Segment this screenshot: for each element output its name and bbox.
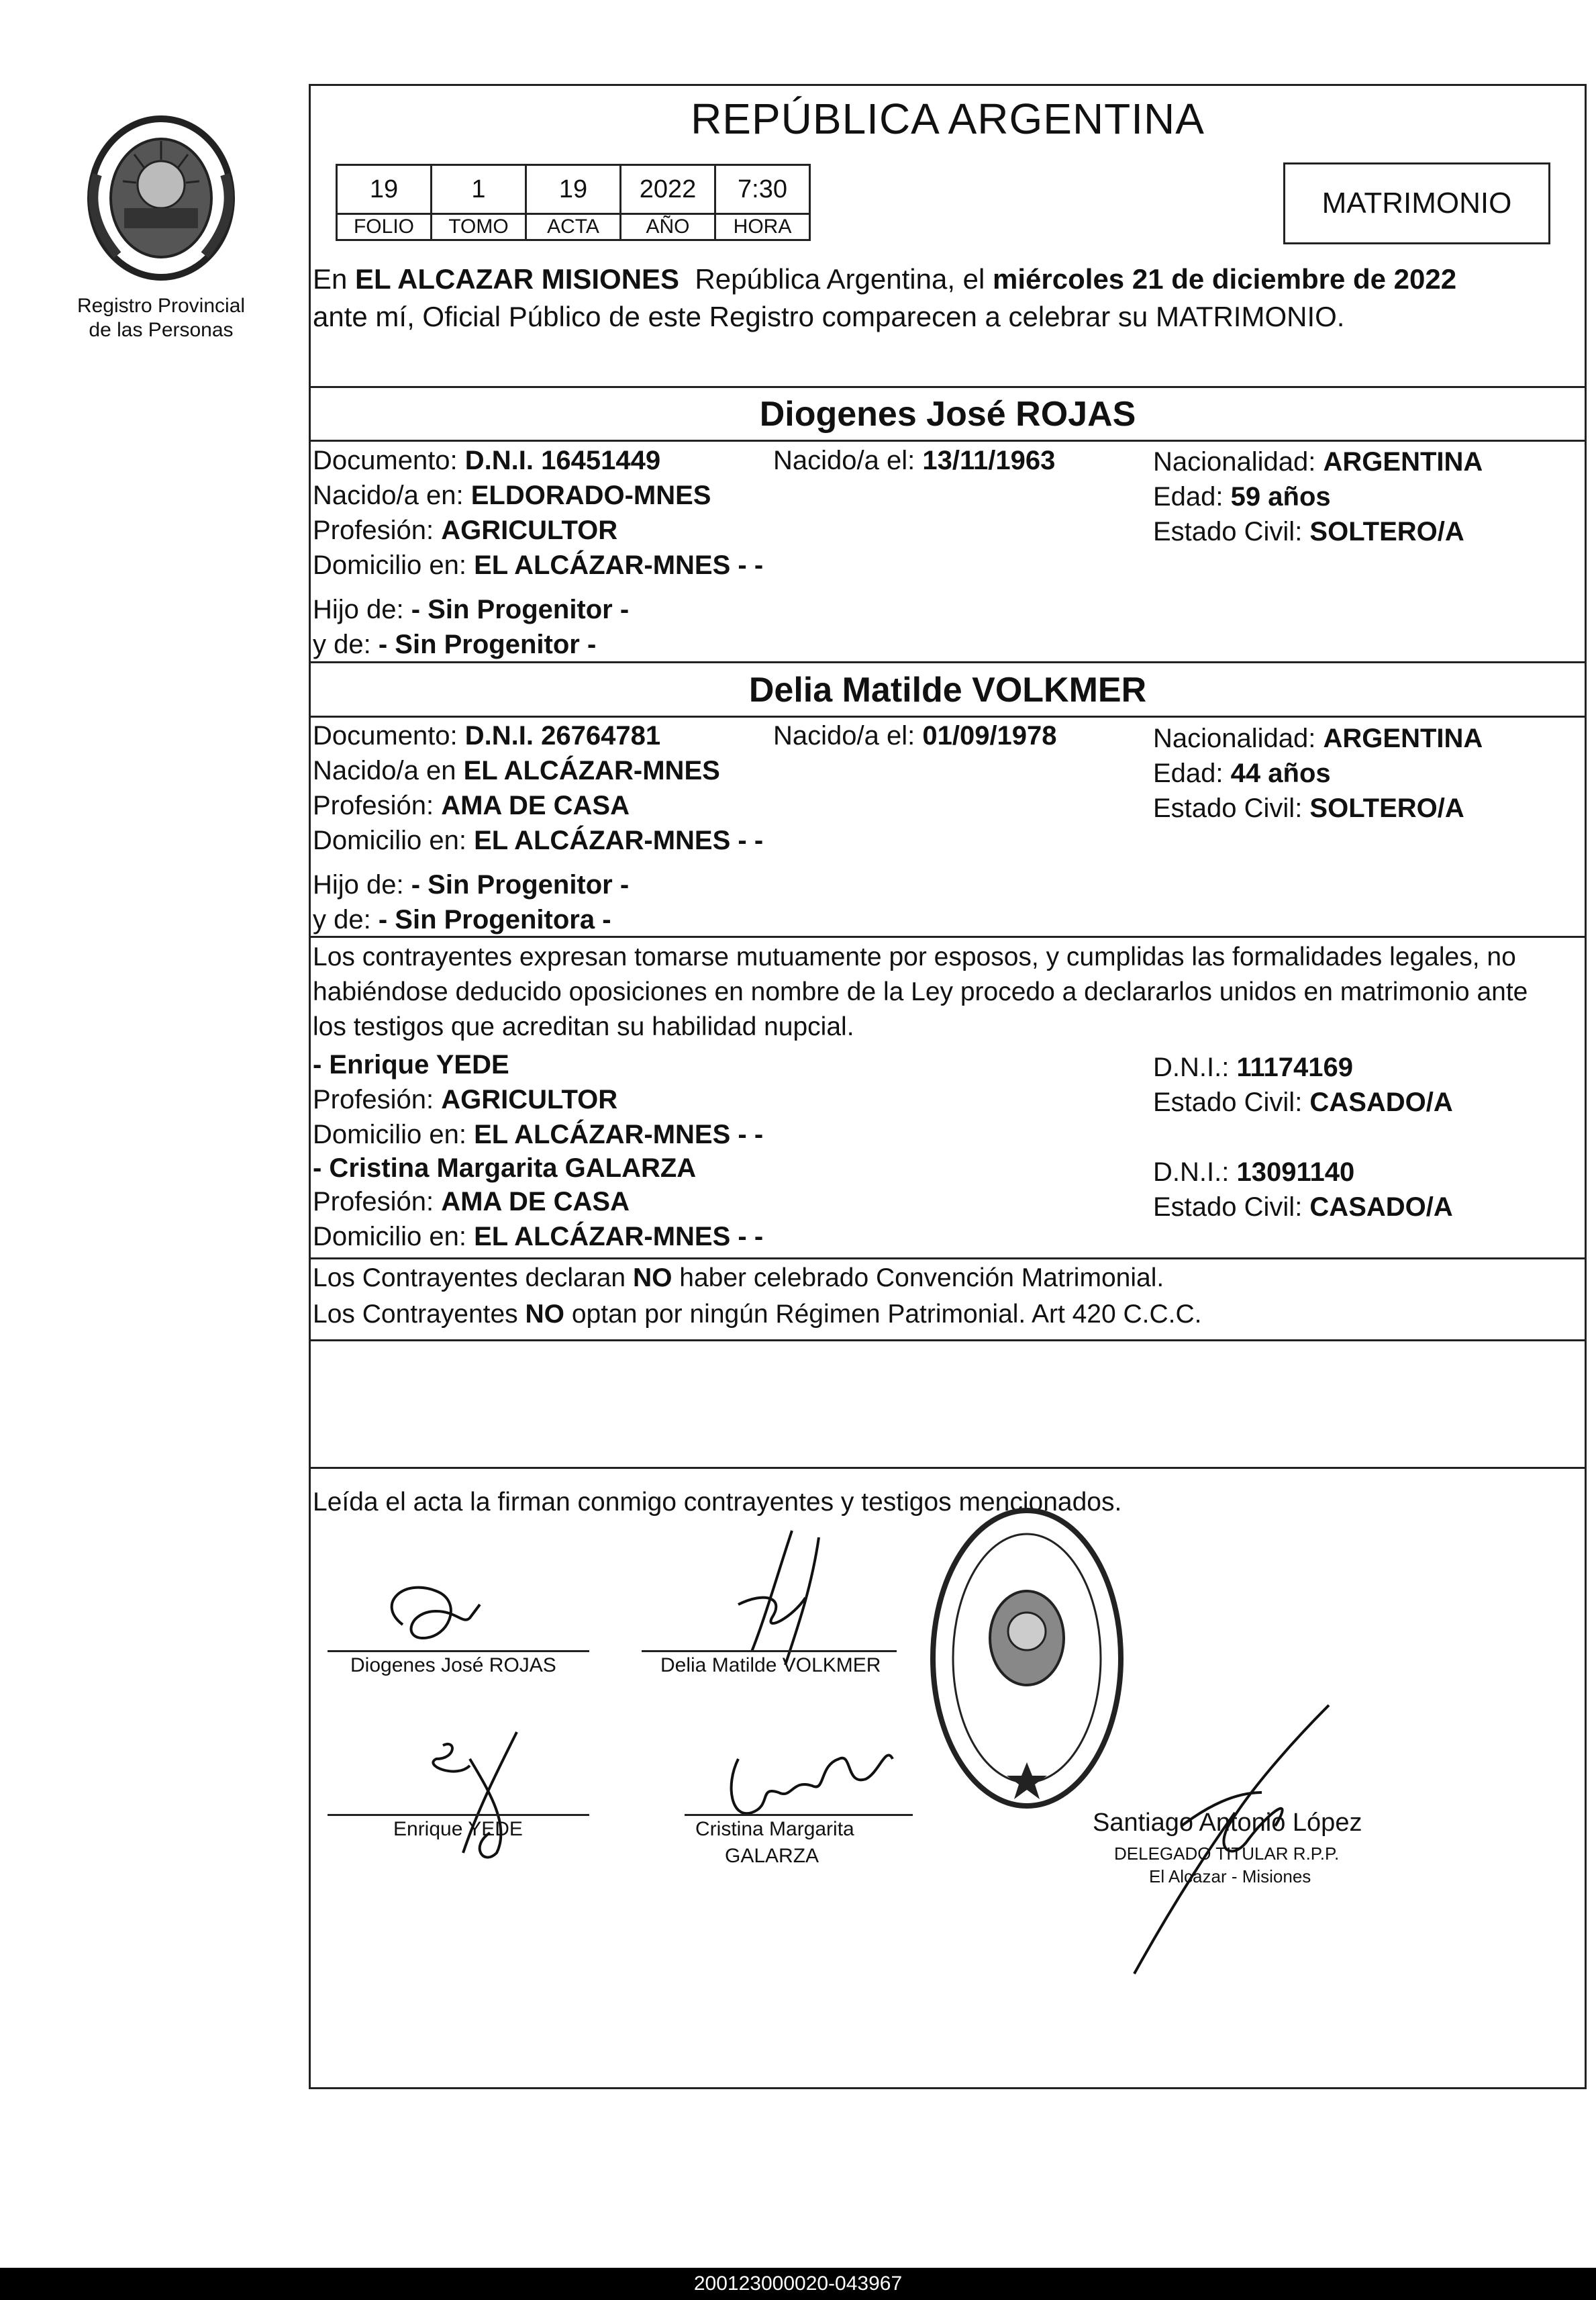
label: Edad: [1153, 759, 1231, 788]
text: haber celebrado Convención Matrimonial. [672, 1263, 1164, 1292]
party1-father [313, 595, 629, 625]
emphasis: NO [632, 1263, 672, 1292]
signature-volkmer [711, 1517, 846, 1672]
official-name: Santiago Antonio López [1093, 1809, 1362, 1837]
anio-value: 2022 [621, 165, 715, 214]
party1-domicile [313, 550, 763, 581]
label: Nacido/a el: [773, 721, 923, 751]
intro-text: En [313, 263, 356, 295]
party1-civil-status [1153, 517, 1464, 547]
party1-profession [313, 516, 617, 546]
label: Domicilio en: [313, 1120, 475, 1149]
party1-nationality [1153, 447, 1483, 477]
signature-line [328, 1814, 589, 1816]
record-index-table [336, 164, 811, 241]
province-coat-of-arms-logo [77, 114, 245, 282]
signature-official [1074, 1692, 1362, 1987]
signature-yede [416, 1719, 550, 1866]
value: 13/11/1963 [922, 446, 1056, 475]
divider [309, 1339, 1587, 1341]
emphasis: NO [525, 1300, 565, 1329]
intro-line1 [313, 263, 1456, 295]
party1-name: Diogenes José ROJAS [759, 395, 1136, 434]
party1-mother [313, 630, 596, 660]
label: Nacionalidad: [1153, 447, 1324, 477]
value: CASADO/A [1309, 1192, 1453, 1222]
party2-document [313, 721, 660, 751]
divider [309, 1257, 1587, 1259]
signature-caption-volkmer: Delia Matilde VOLKMER [660, 1654, 881, 1676]
divider [309, 936, 1587, 938]
party1-birthplace [313, 481, 711, 511]
registry-caption-line2: de las Personas [89, 319, 234, 341]
value: AMA DE CASA [441, 1187, 630, 1216]
record-type-box [1283, 162, 1550, 244]
party2-father [313, 870, 629, 900]
value: 59 años [1230, 482, 1331, 512]
party2-name: Delia Matilde VOLKMER [748, 671, 1147, 710]
convention-line2 [313, 1300, 1202, 1329]
value: AGRICULTOR [441, 516, 618, 545]
divider [309, 1467, 1587, 1469]
value: EL ALCÁZAR-MNES - - [474, 1120, 764, 1149]
declaration-line1: Los contrayentes expresan tomarse mutuamente por esposos, y cumplidas las formalidades legales, no [313, 943, 1516, 971]
folio-label: FOLIO [337, 214, 432, 240]
divider [309, 661, 1587, 663]
intro-line2: ante mí, Oficial Público de este Registro comparecen a celebrar su MATRIMONIO. [313, 301, 1345, 332]
value: ELDORADO-MNES [470, 481, 711, 510]
divider [309, 386, 1587, 388]
value: EL ALCÁZAR-MNES - - [474, 550, 764, 580]
label: Profesión: [313, 1085, 442, 1114]
folio-value: 19 [337, 165, 432, 214]
value: 11174169 [1236, 1053, 1354, 1082]
value: EL ALCÁZAR-MNES - - [474, 1222, 764, 1251]
divider [309, 440, 1587, 442]
value: CASADO/A [1309, 1088, 1453, 1117]
party2-birthdate [773, 721, 1057, 751]
text: optan por ningún Régimen Patrimonial. Art 420 C.C.C. [564, 1300, 1202, 1329]
value: EL ALCÁZAR-MNES [463, 756, 720, 785]
witness2-dni [1153, 1157, 1354, 1188]
label: Nacido/a el: [773, 446, 923, 475]
official-title: DELEGADO TITULAR R.P.P. [1114, 1843, 1340, 1864]
party2-domicile [313, 826, 763, 856]
value: AMA DE CASA [441, 791, 630, 820]
signature-caption-galarza-line1: Cristina Margarita [695, 1818, 854, 1840]
witness1-civil-status [1153, 1088, 1453, 1118]
hora-label: HORA [715, 214, 810, 240]
label: Profesión: [313, 791, 442, 820]
signature-line [685, 1814, 913, 1816]
label: Nacido/a en [313, 756, 464, 785]
closing-statement: Leída el acta la firman conmigo contrayentes y testigos mencionados. [313, 1488, 1122, 1517]
declaration-line3: los testigos que acreditan su habilidad nupcial. [313, 1012, 854, 1041]
signature-caption-galarza-line2: GALARZA [725, 1845, 819, 1867]
witness2-civil-status [1153, 1192, 1453, 1223]
label: Estado Civil: [1153, 1192, 1310, 1222]
value: SOLTERO/A [1309, 794, 1464, 823]
label: Nacionalidad: [1153, 724, 1324, 753]
tomo-label: TOMO [432, 214, 526, 240]
anio-label: AÑO [621, 214, 715, 240]
convention-line1 [313, 1263, 1164, 1293]
document-barcode-number: 200123000020-043967 [0, 2268, 1596, 2300]
value: 44 años [1230, 759, 1331, 788]
signature-caption-yede: Enrique YEDE [393, 1818, 523, 1840]
label: y de: [313, 630, 379, 659]
acta-label: ACTA [526, 214, 621, 240]
witness2-domicile [313, 1222, 763, 1252]
value: - Sin Progenitor - [411, 595, 630, 624]
signature-line [328, 1650, 589, 1652]
official-office: El Alcazar - Misiones [1149, 1866, 1311, 1886]
value: D.N.I. 26764781 [464, 721, 661, 751]
value: 01/09/1978 [922, 721, 1057, 751]
intro-place: EL ALCAZAR MISIONES [355, 263, 680, 295]
value: SOLTERO/A [1309, 517, 1464, 546]
page-title: REPÚBLICA ARGENTINA [691, 95, 1205, 143]
label: Domicilio en: [313, 1222, 475, 1251]
party2-mother [313, 905, 611, 935]
tomo-value: 1 [432, 165, 526, 214]
label: Estado Civil: [1153, 1088, 1310, 1117]
label: y de: [313, 905, 379, 935]
registry-caption [54, 294, 268, 342]
label: Documento: [313, 446, 465, 475]
value: EL ALCÁZAR-MNES - - [474, 826, 764, 855]
declaration-line2: habiéndose deducido oposiciones en nombre de la Ley procedo a declararlos unidos en matrimonio ante [313, 977, 1528, 1006]
value: ARGENTINA [1323, 724, 1483, 753]
party2-profession [313, 791, 630, 821]
label: Estado Civil: [1153, 794, 1310, 823]
value: 13091140 [1236, 1157, 1355, 1187]
value: - Sin Progenitor - [378, 630, 597, 659]
witness1-dni [1153, 1053, 1353, 1083]
party2-civil-status [1153, 794, 1464, 824]
divider [309, 716, 1587, 718]
label: Documento: [313, 721, 465, 751]
label: Hijo de: [313, 595, 411, 624]
label: Hijo de: [313, 870, 411, 900]
record-type: MATRIMONIO [1321, 187, 1512, 220]
party1-birthdate [773, 446, 1055, 476]
label: Edad: [1153, 482, 1231, 512]
party1-document [313, 446, 660, 476]
label: Profesión: [313, 516, 442, 545]
label: D.N.I.: [1153, 1053, 1237, 1082]
value: AGRICULTOR [441, 1085, 618, 1114]
value: ARGENTINA [1323, 447, 1483, 477]
label: Domicilio en: [313, 826, 475, 855]
value: - Sin Progenitor - [411, 870, 630, 900]
intro-text: República Argentina, el [679, 263, 993, 295]
signature-line [642, 1650, 897, 1652]
party2-birthplace [313, 756, 720, 786]
party2-nationality [1153, 724, 1483, 754]
label: D.N.I.: [1153, 1157, 1237, 1187]
witness1-profession [313, 1085, 617, 1115]
intro-date: miércoles 21 de diciembre de 2022 [993, 263, 1457, 295]
witness2-name: - Cristina Margarita GALARZA [313, 1153, 697, 1183]
witness1-name: - Enrique YEDE [313, 1050, 509, 1080]
signature-caption-rojas: Diogenes José ROJAS [350, 1654, 556, 1676]
text: Los Contrayentes declaran [313, 1263, 633, 1292]
label: Domicilio en: [313, 550, 475, 580]
witness2-profession [313, 1187, 630, 1217]
label: Profesión: [313, 1187, 442, 1216]
witness1-domicile [313, 1120, 763, 1150]
party1-age [1153, 482, 1331, 512]
value: D.N.I. 16451449 [464, 446, 661, 475]
acta-value: 19 [526, 165, 621, 214]
text: Los Contrayentes [313, 1300, 526, 1329]
party2-age [1153, 759, 1331, 789]
hora-value: 7:30 [715, 165, 810, 214]
label: Nacido/a en: [313, 481, 471, 510]
registry-caption-line1: Registro Provincial [77, 295, 246, 317]
label: Estado Civil: [1153, 517, 1310, 546]
value: - Sin Progenitora - [378, 905, 611, 935]
